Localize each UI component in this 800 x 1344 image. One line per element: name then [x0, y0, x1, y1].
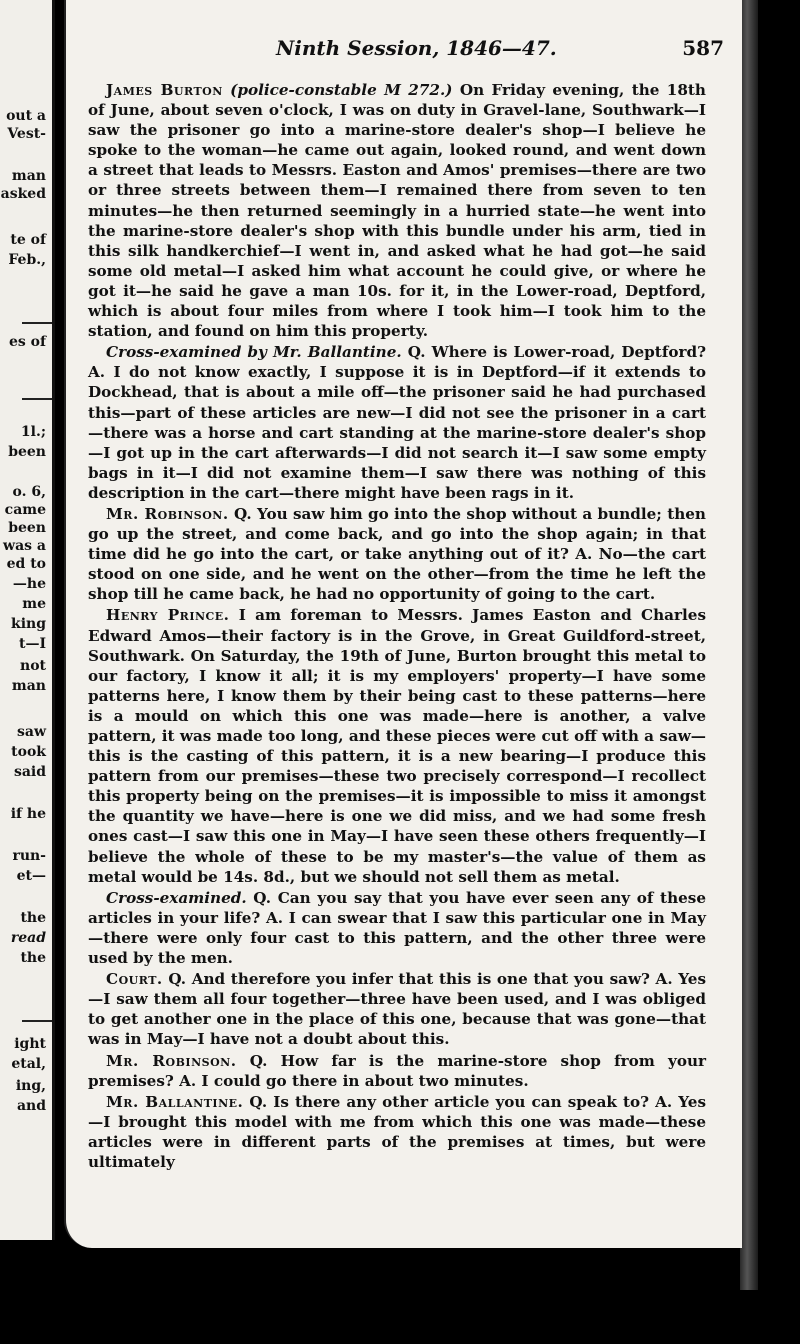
speaker-name: Mr. Robinson. [106, 1051, 237, 1070]
paragraph-text: Q. Is there any other article you can speak to? A. Yes—I brought this model with me from which this one was made—these articles were in different parts of the premises at times, but were ultimately [88, 1092, 707, 1171]
body-text [88, 80, 706, 1172]
testimony-paragraph [88, 504, 706, 604]
margin-fragment: king [11, 616, 46, 632]
margin-fragment: the [20, 950, 46, 966]
left-page-margin [0, 0, 55, 1240]
speaker-name: Henry Prince. [106, 606, 230, 625]
margin-fragment: et— [16, 868, 46, 884]
paragraph-text: Q. You saw him go into the shop without a bundle; then go up the street, and come back, and go into the shop again; in that time did he go into the cart, or take anything out of it? A. No—the cart stood on one side, and he went on the other—from the time he left the shop till he came back, he had no opportunity of going to the cart. [88, 504, 706, 604]
margin-fragment: man [11, 168, 46, 184]
margin-fragment: 1l.; [20, 424, 46, 440]
margin-fragment: —he [12, 576, 46, 592]
margin-fragment: came [4, 502, 46, 518]
margin-rule [22, 398, 52, 400]
margin-fragment: es of [8, 334, 46, 350]
testimony-paragraph [88, 888, 706, 968]
running-title: Ninth Session, 1846—47. [276, 36, 557, 60]
speaker-name: Court. [106, 970, 163, 989]
speaker-name: Cross-examined. [106, 888, 247, 907]
right-page [64, 0, 742, 1248]
margin-fragment: man [11, 678, 46, 694]
speaker-name: Mr. Ballantine. [106, 1092, 244, 1111]
speaker-name: Mr. Robinson. [106, 504, 229, 523]
margin-fragment: and [16, 1098, 46, 1114]
margin-fragment: saw [16, 724, 46, 740]
margin-fragment: said [13, 764, 46, 780]
speaker-name: James Burton [106, 81, 223, 99]
margin-fragment: Vest- [7, 126, 46, 142]
paragraph-text: Q. Where is Lower-road, Deptford? A. I do not know exactly, I suppose it is in Deptford—if it extends to Dockhead, that is about a mile off—the prisoner said he had purchased this—part of these articles are new—I did not see the prisoner in a cart—there was a horse and cart standing at the marine-store dealer's shop—I got up in the cart afterwards—I did not search it—I saw some empty bags in it—I did not examine them—I saw there was nothing of this description in the cart—there might have been rags in it. [88, 343, 706, 502]
margin-fragment: ight [14, 1036, 46, 1052]
margin-fragment: been [8, 520, 46, 536]
page-edge [740, 0, 758, 1290]
paragraph-text: I am foreman to Messrs. James Easton and Charles Edward Amos—their factory is in the Grove, in Great Guildford-street, Southwark. On Saturday, the 19th of June, Burton brought this metal to our factory, I know it all; it is my employers' property—I have some patterns here, I know them by their being cast to these patterns—here is a mould on which this one was made—here is another, a valve pattern, it was made too long, and these pieces were cut off with a saw—this is the casting of this pattern, it is a new bearing—I produce this pattern from our premises—these two precisely correspond—I recollect this property being on the premises—it is impossible to miss it amongst the quantity we have—here is one we did miss, and we had some fresh ones cast—I saw this one in May—I have seen these others frequently—I believe the whole of these to be my master's—the value of them as metal would be 14s. 8d., but we should not sell them as metal. [88, 606, 707, 886]
margin-fragment: the [20, 910, 46, 926]
margin-rule [22, 322, 52, 324]
speaker-name: Cross-examined by Mr. Ballantine. [106, 343, 402, 362]
testimony-paragraph [88, 342, 706, 503]
margin-fragment: me [22, 596, 46, 612]
paragraph-text: Q. Can you say that you have ever seen any of these articles in your life? A. I can swear that I saw this particular one in May—there were only four cast to this pattern, and the other three were used by the men. [88, 888, 706, 968]
margin-fragment: t—I [18, 636, 46, 652]
testimony-paragraph [88, 1051, 706, 1091]
margin-fragment: if he [10, 806, 46, 822]
paragraph-text: On Friday evening, the 18th of June, about seven o'clock, I was on duty in Gravel-lane, Southwark—I saw the prisoner go into a marine-store dealer's shop—I believe he spoke to the woman—he came out again, looked round, and went down a street that leads to Messrs. Easton and Amos' premises—there are two or three streets between them—I remained there from seven to ten minutes—he then returned seemingly in a hurried state—he went into the marine-store dealer's shop with this bundle under his arm, tied in this silk handkerchief—I went in, and asked what he had got—he said some old metal—I asked him what account he could give, or where he got it—he said he gave a man 10s. for it, in the Lower-road, Deptford, which is about four miles from where I took him—I took him to the station, and found on him this property. [88, 81, 706, 341]
page-header [66, 36, 742, 66]
testimony-paragraph [88, 80, 706, 341]
page-number: 587 [682, 36, 724, 60]
testimony-paragraph [88, 1092, 706, 1172]
margin-fragment: been [8, 444, 46, 460]
speaker-note: (police-constable M 272.) [230, 81, 453, 99]
margin-fragment: ed to [6, 556, 46, 572]
margin-fragment: read [10, 930, 46, 946]
margin-fragment: was a [3, 538, 46, 554]
margin-fragment: o. 6, [12, 484, 46, 500]
margin-fragment: etal, [11, 1056, 46, 1072]
testimony-paragraph [88, 605, 706, 886]
margin-fragment: Feb., [8, 252, 46, 268]
testimony-paragraph [88, 969, 706, 1049]
margin-fragment: not [20, 658, 46, 674]
margin-fragment: out a [6, 108, 46, 124]
margin-fragment: ing, [15, 1078, 46, 1094]
margin-fragment: asked [0, 186, 46, 202]
paragraph-text: Q. And therefore you infer that this is one that you saw? A. Yes—I saw them all four together—three have been used, and I was obliged to get another one in the place of this one, because that was gone—that was in May—I have not a doubt about this. [88, 970, 706, 1049]
paragraph-text: Q. How far is the marine-store shop from your premises? A. I could go there in about two minutes. [88, 1051, 706, 1090]
margin-fragment: took [11, 744, 46, 760]
margin-rule [22, 1020, 52, 1022]
margin-fragment: run- [12, 848, 46, 864]
margin-fragment: te of [10, 232, 46, 248]
